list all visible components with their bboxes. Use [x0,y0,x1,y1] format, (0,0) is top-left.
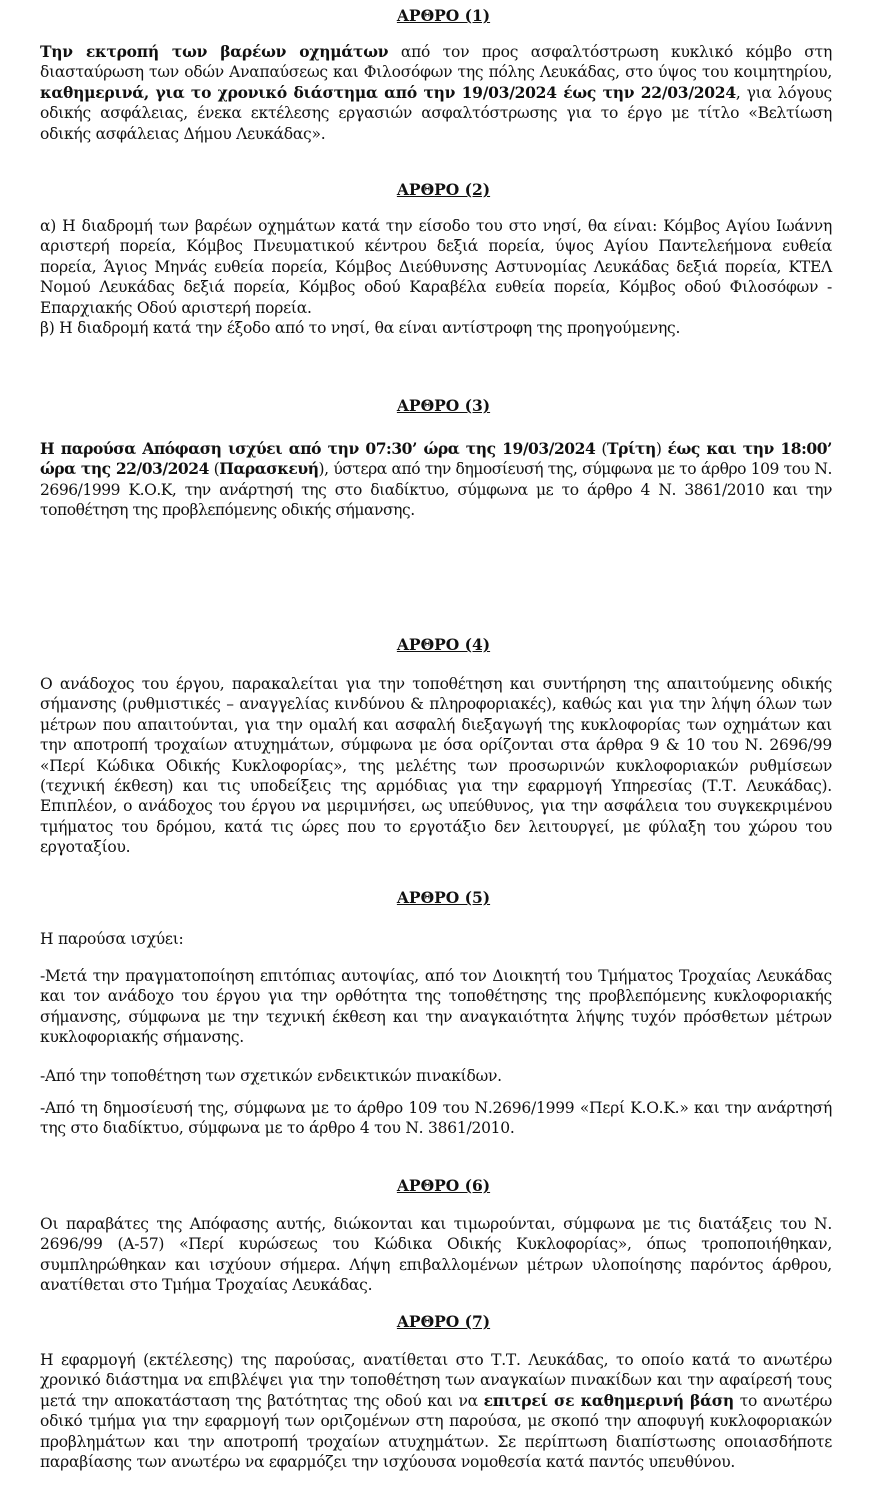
article-3-paragraph: Η παρούσα Απόφαση ισχύει από την 07:30’ ώρα της 19/03/2024 (Τρίτη) έως και την 18:00’ ώρα της 22/03/2024 (Παρασκευή), ύστερα από την δημοσίευσή της, σύμφωνα με το άρθρο 109 του Ν. 2696/1999 Κ.Ο.Κ, την ανάρτησή της στο διαδίκτυο, σύμφωνα με το άρθρο 4 Ν. 3861/2010 και την τοποθέτηση της προβλεπόμενης οδικής σήμανσης. [40,439,832,520]
article-5-heading: ΑΡΘΡΟ (5) [396,888,491,907]
article-5-intro: Η παρούσα ισχύει: [40,930,184,948]
article-2-paragraph-b: β) Η διαδρομή κατά την έξοδο από το νησί, θα είναι αντίστροφη της προηγούμενης. [40,319,681,337]
article-4-heading: ΑΡΘΡΟ (4) [396,635,491,654]
article-6-paragraph: Οι παραβάτες της Απόφασης αυτής, διώκονται και τιμωρούνται, σύμφωνα με τις διατάξεις του Ν. 2696/99 (Α-57) «Περί κυρώσεως του Κώδικα Οδικής Κυκλοφορίας», όπως τροποποιήθηκαν, συμπληρώθηκαν και ισχύουν σήμερα. Λήψη επιβαλλομένων μέτρων υλοποίησης παρόντος άρθρου, ανατίθεται στο Τμήμα Τροχαίας Λευκάδας. [40,1215,832,1295]
article-4-paragraph: Ο ανάδοχος του έργου, παρακαλείται για την τοποθέτηση και συντήρηση της απαιτούμενης οδικής σήμανσης (ρυθμιστικές – αναγγελίας κινδύνου & πληροφοριακές), καθώς και για την λήψη όλων των μέτρων που απαιτούνται, για την ομαλή και ασφαλή διεξαγωγή της κυκλοφορίας των οχημάτων και την αποτροπή τροχαίων ατυχημάτων, σύμφωνα με όσα ορίζονται στα άρθρα 9 & 10 του Ν. 2696/99 «Περί Κώδικα Οδικής Κυκλοφορίας», της μελέτης των προσωρινών κυκλοφοριακών ρυθμίσεων (τεχνική έκθεση) και τις υποδείξεις της αρμόδιας για την εφαρμογή Υπηρεσίας (Τ.Τ. Λευκάδας). Επιπλέον, ο ανάδοχος του έργου να μεριμνήσει, ως υπεύθυνος, για την ασφάλεια του συγκεκριμένου τμήματος του δρόμου, κατά τις ώρες που το εργοτάξιο δεν λειτουργεί, με φύλαξη του χώρου του εργοταξίου. [40,675,832,857]
article-7-paragraph: Η εφαρμογή (εκτέλεσης) της παρούσας, ανατίθεται στο Τ.Τ. Λευκάδας, το οποίο κατά το ανωτέρω χρονικό διάστημα να επιβλέψει για την τοποθέτηση των αναγκαίων πινακίδων και την αφαίρεσή τους μετά την αποκατάσταση της βατότητας της οδού και να επιτρεί σε καθημερινή βάση το ανωτέρω οδικό τμήμα για την εφαρμογή των οριζομένων στη παρούσα, με σκοπό την αποφυγή κυκλοφοριακών προβλημάτων και την αποτροπή τροχαίων ατυχημάτων. Σε περίπτωση διαπίστωσης οποιασδήποτε παραβίασης των ανωτέρω να εφαρμόζει την ισχύουσα νομοθεσία κατά παντός υπευθύνου. [40,1351,832,1472]
article-2-heading: ΑΡΘΡΟ (2) [396,180,491,199]
article-1-heading: ΑΡΘΡΟ (1) [396,6,491,25]
article-2-paragraph-a: α) Η διαδρομή των βαρέων οχημάτων κατά την είσοδο του στο νησί, θα είναι: Κόμβος Αγίου Ιωάννη αριστερή πορεία, Κόμβος Πνευματικού κέντρου δεξιά πορεία, ύψος Αγίου Παντελεήμονα ευθεία πορεία, Άγιος Μηνάς ευθεία πορεία, Κόμβος Διεύθυνσης Αστυνομίας Λευκάδας δεξιά πορεία, ΚΤΕΛ Νομού Λευκάδας δεξιά πορεία, Κόμβος οδού Καραβέλα ευθεία πορεία, Κόμβος οδού Φιλοσόφων - Επαρχιακής Οδού αριστερή πορεία. [40,217,832,317]
article-3-heading: ΑΡΘΡΟ (3) [396,396,491,415]
article-5-item-signs: -Από την τοποθέτηση των σχετικών ενδεικτικών πινακίδων. [40,1067,502,1085]
article-1-paragraph: Την εκτροπή των βαρέων οχημάτων από τον προς ασφαλτόστρωση κυκλικό κόμβο στη διασταύρωση των οδών Αναπαύσεως και Φιλοσόφων της πόλης Λευκάδας, στο ύψος του κοιμητηρίου, καθημερινά, για το χρονικό διάστημα από την 19/03/2024 έως την 22/03/2024, για λόγους οδικής ασφάλειας, ένεκα εκτέλεσης εργασιών ασφαλτόστρωσης για το έργο με τίτλο «Βελτίωση οδικής ασφάλειας Δήμου Λευκάδας». [40,42,832,143]
article-7-heading: ΑΡΘΡΟ (7) [396,1312,491,1331]
article-5-item-publication: -Από τη δημοσίευσή της, σύμφωνα με το άρθρο 109 του Ν.2696/1999 «Περί Κ.Ο.Κ.» και την ανάρτησή της στο διαδίκτυο, σύμφωνα με το άρθρο 4 του Ν. 3861/2010. [40,1099,832,1138]
article-5-item-inspection: -Μετά την πραγματοποίηση επιτόπιας αυτοψίας, από τον Διοικητή του Τμήματος Τροχαίας Λευκάδας και τον ανάδοχο του έργου για την ορθότητα της τοποθέτησης της προβλεπόμενης κυκλοφοριακής σήμανσης, σύμφωνα με την τεχνική έκθεση και την αναγκαιότητα λήψης τυχόν πρόσθετων μέτρων κυκλοφοριακής σήμανσης. [40,967,832,1047]
article-6-heading: ΑΡΘΡΟ (6) [396,1176,491,1195]
